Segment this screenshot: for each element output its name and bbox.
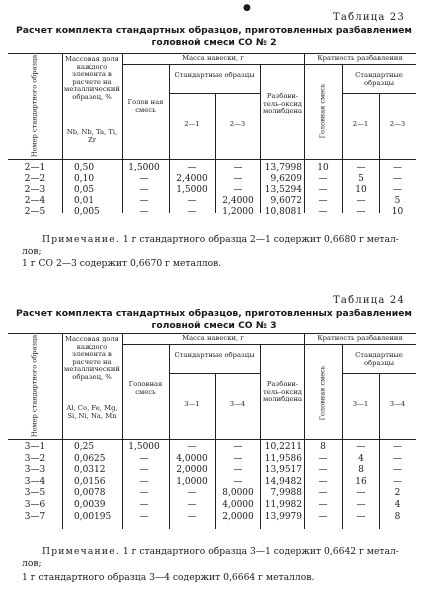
cell-s2: — xyxy=(233,465,243,476)
cell-head: — xyxy=(139,476,149,487)
cell-r2: — xyxy=(393,174,402,184)
cell-head: 1,5000 xyxy=(128,163,160,173)
cell-dil: 11,9982 xyxy=(264,500,302,510)
cell-head: — xyxy=(139,500,149,510)
cell-r1: — xyxy=(356,442,366,452)
cell-s2: — xyxy=(233,174,243,184)
cell-s1: — xyxy=(187,163,197,173)
cell-s2: 2,0000 xyxy=(222,511,254,522)
cell-rh: — xyxy=(318,465,328,476)
cell-num: 3—4 xyxy=(24,476,46,487)
cell-num: 3—2 xyxy=(24,453,46,464)
cell-num: 2—5 xyxy=(24,207,46,217)
note-label: Примечание. xyxy=(42,234,120,245)
cell-rh: — xyxy=(318,488,328,499)
cell-frac: 0,00195 xyxy=(74,511,112,522)
cell-s1: 1,5000 xyxy=(176,185,208,195)
cell-dil: 14,9482 xyxy=(264,476,302,487)
cell-r1: 10 xyxy=(355,185,367,195)
cell-r2: 5 xyxy=(394,196,401,206)
cell-s2: 1,2000 xyxy=(222,207,254,217)
cell-r1: — xyxy=(356,207,366,217)
cell-r2: — xyxy=(393,465,402,476)
cell-rh: — xyxy=(318,511,328,522)
cell-dil: 10,8081 xyxy=(264,207,302,217)
header-standard-samples: Стандартные образцы xyxy=(174,351,255,359)
cell-s1: — xyxy=(187,500,197,510)
cell-r2: 8 xyxy=(394,511,401,522)
cell-r1: — xyxy=(356,500,366,510)
table-title: Расчет комплекта стандартных образцов, приготовленных разбавлением головной смеси СО № 2 xyxy=(16,25,412,48)
header-sub-1: 2—1 xyxy=(184,120,200,128)
cell-head: — xyxy=(139,453,149,464)
cell-r2: — xyxy=(393,453,402,464)
header-standard-samples: Стандартные образцы xyxy=(174,71,255,79)
note-label: Примечание. xyxy=(42,546,120,557)
cell-s1: — xyxy=(187,196,197,206)
cell-num: 3—6 xyxy=(24,500,46,510)
cell-dil: 13,9517 xyxy=(264,465,302,476)
cell-r1: — xyxy=(356,163,366,173)
table-note: Примечание. 1 г стандартного образца 3—1 содержит 0,6642 г метал- лов; 1 г стандартного образца 3—4 содержит 0,6664 г металлов. xyxy=(22,546,399,583)
cell-rh: — xyxy=(318,185,328,195)
cell-head: — xyxy=(139,465,149,476)
cell-s1: — xyxy=(187,488,197,499)
cell-r2: — xyxy=(393,163,402,173)
cell-num: 2—2 xyxy=(24,174,46,184)
header-mass-fraction: Массовая доля каждого элемента в расчете на металлический образец, % xyxy=(64,55,120,101)
header-head-mix: Головная смесь xyxy=(128,380,163,396)
cell-frac: 0,0156 xyxy=(74,476,106,487)
cell-rh: — xyxy=(318,207,328,217)
cell-r1: — xyxy=(356,196,366,206)
header-ratio-group: Кратность разбавления xyxy=(317,54,403,62)
header-sub-1: 3—1 xyxy=(184,400,200,408)
cell-head: 1,5000 xyxy=(128,442,160,452)
cell-head: — xyxy=(139,185,149,195)
cell-num: 2—3 xyxy=(24,185,46,195)
cell-rh: 8 xyxy=(320,442,326,452)
header-sample-number: Номер стандартного образца xyxy=(30,54,39,158)
header-elements: Nb, Nb, Ta, Ti, Zr xyxy=(66,128,118,144)
cell-s2: — xyxy=(233,185,243,195)
cell-r1: 16 xyxy=(355,476,367,487)
header-ratio-head: Головная смесь xyxy=(318,83,327,139)
cell-r2: — xyxy=(393,476,402,487)
header-ratio-standard: Стандартные образцы xyxy=(355,71,403,87)
cell-s1: — xyxy=(187,207,197,217)
table-24 xyxy=(8,333,416,529)
cell-frac: 0,25 xyxy=(74,442,95,452)
cell-r1: 8 xyxy=(358,465,364,476)
cell-num: 3—5 xyxy=(24,488,46,499)
cell-r1: — xyxy=(356,511,366,522)
cell-rh: — xyxy=(318,500,328,510)
header-sub-2: 2—3 xyxy=(229,120,246,128)
cell-s1: 2,4000 xyxy=(176,174,208,184)
table-note: Примечание. 1 г стандартного образца 2—1 содержит 0,6680 г метал- лов; 1 г СО 2—3 содержит 0,6670 г металлов. xyxy=(22,234,399,269)
cell-frac: 0,50 xyxy=(74,163,95,173)
cell-head: — xyxy=(139,174,149,184)
cell-head: — xyxy=(139,207,149,217)
table-title: Расчет комплекта стандартных образцов, приготовленных разбавлением головной смеси СО № 3 xyxy=(16,308,412,331)
header-mass-fraction: Массовая доля каждого элемента в расчете на металлический образец, % xyxy=(64,335,120,381)
cell-r2: 4 xyxy=(394,500,401,510)
cell-s1: 1,0000 xyxy=(176,476,208,487)
cell-num: 2—4 xyxy=(24,196,46,206)
cell-s2: — xyxy=(233,476,243,487)
header-ratio-sub-1: 3—1 xyxy=(352,400,369,408)
cell-rh: — xyxy=(318,453,328,464)
header-sub-2: 3—4 xyxy=(229,400,246,408)
header-ratio-sub-2: 2—3 xyxy=(389,120,406,128)
cell-dil: 13,7998 xyxy=(264,163,302,173)
cell-rh: 10 xyxy=(317,163,329,173)
cell-r2: — xyxy=(393,442,402,452)
cell-s2: 8,0000 xyxy=(222,488,254,499)
header-elements: Al, Co, Fe, Mg, Si, Ni, Na, Mn xyxy=(66,404,118,420)
ink-mark: ● xyxy=(243,3,251,13)
cell-dil: 11,9586 xyxy=(264,453,302,464)
table-number: Таблица 23 xyxy=(333,12,405,23)
cell-frac: 0,0312 xyxy=(74,465,106,476)
cell-num: 3—1 xyxy=(24,442,46,452)
header-head-mix: Голов ная смесь xyxy=(127,98,164,114)
cell-s1: 2,0000 xyxy=(176,465,208,476)
cell-dil: 9,6072 xyxy=(270,196,302,206)
cell-s2: 4,0000 xyxy=(222,500,254,510)
cell-frac: 0,05 xyxy=(74,185,95,195)
cell-head: — xyxy=(139,196,149,206)
cell-r2: 10 xyxy=(391,207,404,217)
cell-s1: — xyxy=(187,511,197,522)
cell-frac: 0,0625 xyxy=(74,453,106,464)
cell-r1: 5 xyxy=(358,174,364,184)
header-ratio-head: Головная смесь xyxy=(318,365,327,421)
cell-dil: 7,9988 xyxy=(270,488,302,499)
table-number: Таблица 24 xyxy=(333,295,405,306)
cell-s2: — xyxy=(233,163,243,173)
cell-dil: 10,2211 xyxy=(264,442,302,452)
cell-r1: — xyxy=(356,488,366,499)
cell-dil: 13,9979 xyxy=(264,511,302,522)
header-ratio-standard: Стандартные образцы xyxy=(355,351,403,367)
cell-num: 3—3 xyxy=(24,465,46,476)
cell-dil: 9,6209 xyxy=(270,174,302,184)
cell-s2: — xyxy=(233,453,243,464)
cell-rh: — xyxy=(318,196,328,206)
cell-r2: 2 xyxy=(394,488,401,499)
header-mass-group: Масса навески, г xyxy=(182,334,244,342)
cell-head: — xyxy=(139,488,149,499)
cell-rh: — xyxy=(318,476,328,487)
cell-head: — xyxy=(139,511,149,522)
header-mass-group: Масса навески, г xyxy=(182,54,244,62)
cell-s1: 4,0000 xyxy=(176,453,208,464)
cell-frac: 0,0039 xyxy=(74,500,106,510)
table-23 xyxy=(8,53,416,217)
header-diluent: Разбавитель-оксид молибдена xyxy=(262,380,303,404)
cell-frac: 0,01 xyxy=(74,196,95,206)
cell-frac: 0,0078 xyxy=(74,488,106,499)
cell-num: 3—7 xyxy=(24,511,46,522)
cell-r2: — xyxy=(393,185,402,195)
cell-frac: 0,10 xyxy=(74,174,95,184)
cell-r1: 4 xyxy=(358,453,364,464)
header-sample-number: Номер стандартного образца xyxy=(30,334,39,438)
cell-s2: 2,4000 xyxy=(222,196,254,206)
cell-s1: — xyxy=(187,442,197,452)
cell-rh: — xyxy=(318,174,328,184)
header-ratio-sub-2: 3—4 xyxy=(389,400,406,408)
header-ratio-group: Кратность разбавления xyxy=(317,334,403,342)
header-ratio-sub-1: 2—1 xyxy=(352,120,369,128)
header-diluent: Разбавитель-оксид молибдена xyxy=(262,92,303,116)
cell-num: 2—1 xyxy=(24,163,46,173)
cell-dil: 13,5294 xyxy=(264,185,302,195)
cell-frac: 0,005 xyxy=(74,207,100,217)
cell-s2: — xyxy=(233,442,243,452)
